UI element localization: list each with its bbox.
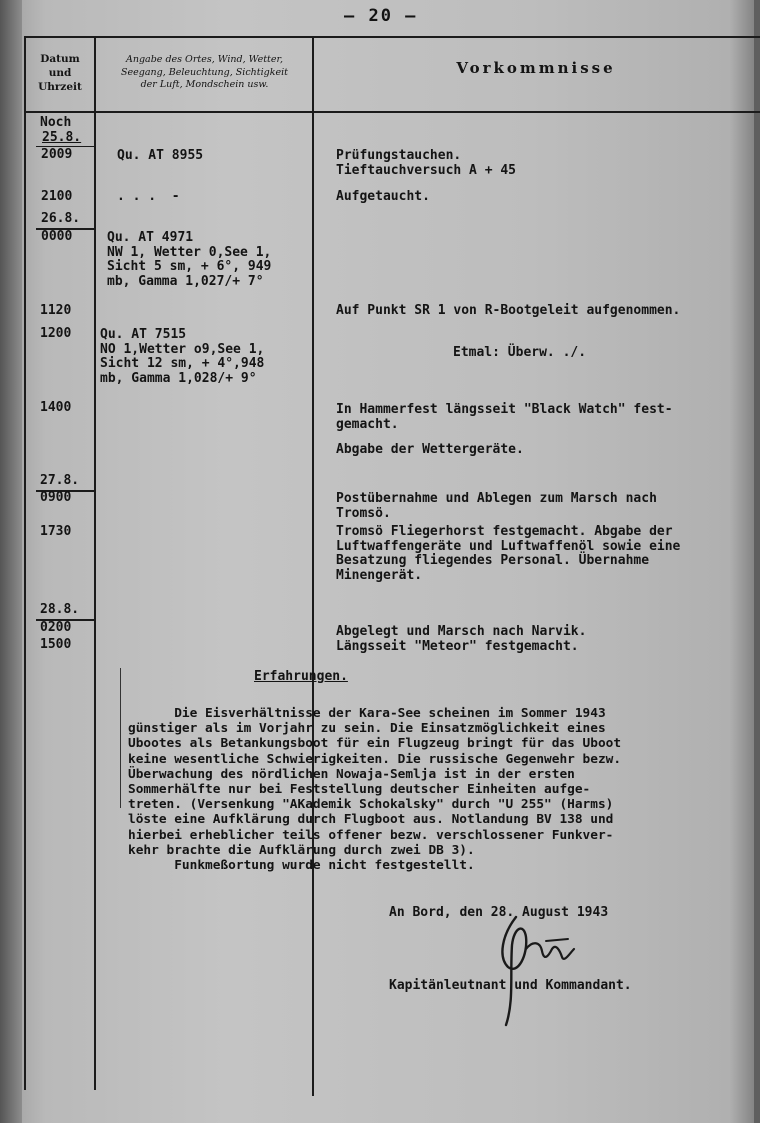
date-27-8: 27.8.	[40, 473, 80, 488]
date-26-8: 26.8.	[41, 211, 81, 226]
time-1200: 1200	[40, 326, 72, 341]
table-top-border	[24, 36, 760, 38]
col-border-left	[24, 36, 26, 1090]
header-conditions-column	[97, 54, 312, 92]
event-2100: Aufgetaucht.	[336, 189, 430, 204]
date-28-8: 28.8.	[40, 602, 80, 617]
book-binding	[0, 0, 22, 1123]
time-1730: 1730	[40, 524, 72, 539]
header-bottom-border	[24, 111, 760, 113]
page-edge	[754, 0, 760, 1123]
time-0200: 0200	[40, 620, 72, 635]
etmal-entry: Etmal: Überw. ./.	[453, 345, 587, 360]
signature-role: Kapitänleutnant und Kommandant.	[389, 978, 632, 993]
header-date-line: Datum	[40, 53, 80, 65]
page-number: – 20 –	[344, 6, 418, 26]
time-0000: 0000	[41, 229, 73, 244]
date-25-8: 25.8.	[42, 130, 82, 145]
time-1120: 1120	[40, 303, 72, 318]
header-date-line: und	[48, 67, 72, 79]
event-2009: Prüfungstauchen. Tieftauchversuch A + 45	[336, 148, 517, 178]
place-date: An Bord, den 28. August 1943	[389, 905, 609, 920]
margin-mark	[120, 668, 121, 808]
event-1120: Auf Punkt SR 1 von R-Bootgeleit aufgenommen.	[336, 303, 681, 318]
noch-label: Noch	[40, 115, 72, 130]
event-1730: Tromsö Fliegerhorst festgemacht. Abgabe der Luftwaffengeräte und Luftwaffenöl sowie eine Besatzung fliegendes Personal. Übernahme Minengerät.	[336, 524, 681, 583]
header-date-column	[26, 52, 94, 94]
header-conditions-line: Seegang, Beleuchtung, Sichtigkeit	[121, 66, 288, 78]
event-1400-weather-gear: Abgabe der Wettergeräte.	[336, 442, 524, 457]
event-1400: In Hammerfest längsseit "Black Watch" fest- gemacht.	[336, 402, 673, 432]
header-conditions-line: der Luft, Mondschein usw.	[140, 79, 269, 90]
time-1500: 1500	[40, 637, 72, 652]
header-conditions-line: Angabe des Ortes, Wind, Wetter,	[126, 54, 283, 65]
time-1400: 1400	[40, 400, 72, 415]
weather-1200: Qu. AT 7515 NO 1,Wetter o9,See 1, Sicht 12 sm, + 4°,948 mb, Gamma 1,028/+ 9°	[100, 327, 265, 386]
event-0900: Postübernahme und Ablegen zum Marsch nach Tromsö.	[336, 491, 657, 521]
experience-body: Die Eisverhältnisse der Kara-See scheinen im Sommer 1943 günstiger als im Vorjahr zu sein. Die Einsatzmöglichkeit eines Ubootes als Betankungsboot für ein Flugzeug bringt für das Uboot keine wesentliche Schwierigkeiten. Die russische Gegenwehr bezw. Überwachung des nördlichen Nowaja-Semlja ist in der ersten Sommerhälfte nur bei Feststellung deutscher Einheiten aufge- treten. (Versenkung "AKademik Schokalsky" durch "U 255" (Harms) löste eine Aufklärung durch Flugboot aus. Notlandung BV 138 und hierbei erheblicher teils offener bezw. verschlossener Funkver- kehr brachte die Aufklärung durch zwei DB 3). Funkmeßortung wurde nicht festgestellt.	[128, 706, 622, 874]
header-events-column: Vorkommnisse	[456, 59, 616, 77]
header-date-line: Uhrzeit	[38, 81, 82, 93]
weather-0000: Qu. AT 4971 NW 1, Wetter 0,See 1, Sicht 5 sm, + 6°, 949 mb, Gamma 1,027/+ 7°	[107, 230, 272, 289]
col-border-date	[94, 36, 96, 1090]
col-border-conditions	[312, 36, 314, 1096]
position-2009: Qu. AT 8955	[117, 148, 204, 163]
experience-title: Erfahrungen.	[254, 669, 348, 684]
time-0900: 0900	[40, 490, 72, 505]
time-2009: 2009	[41, 147, 73, 162]
time-2100: 2100	[41, 189, 73, 204]
handwritten-signature	[488, 905, 578, 1030]
event-0200: Abgelegt und Marsch nach Narvik. Längsseit "Meteor" festgemacht.	[336, 624, 587, 654]
position-2100: . . . -	[117, 189, 180, 204]
